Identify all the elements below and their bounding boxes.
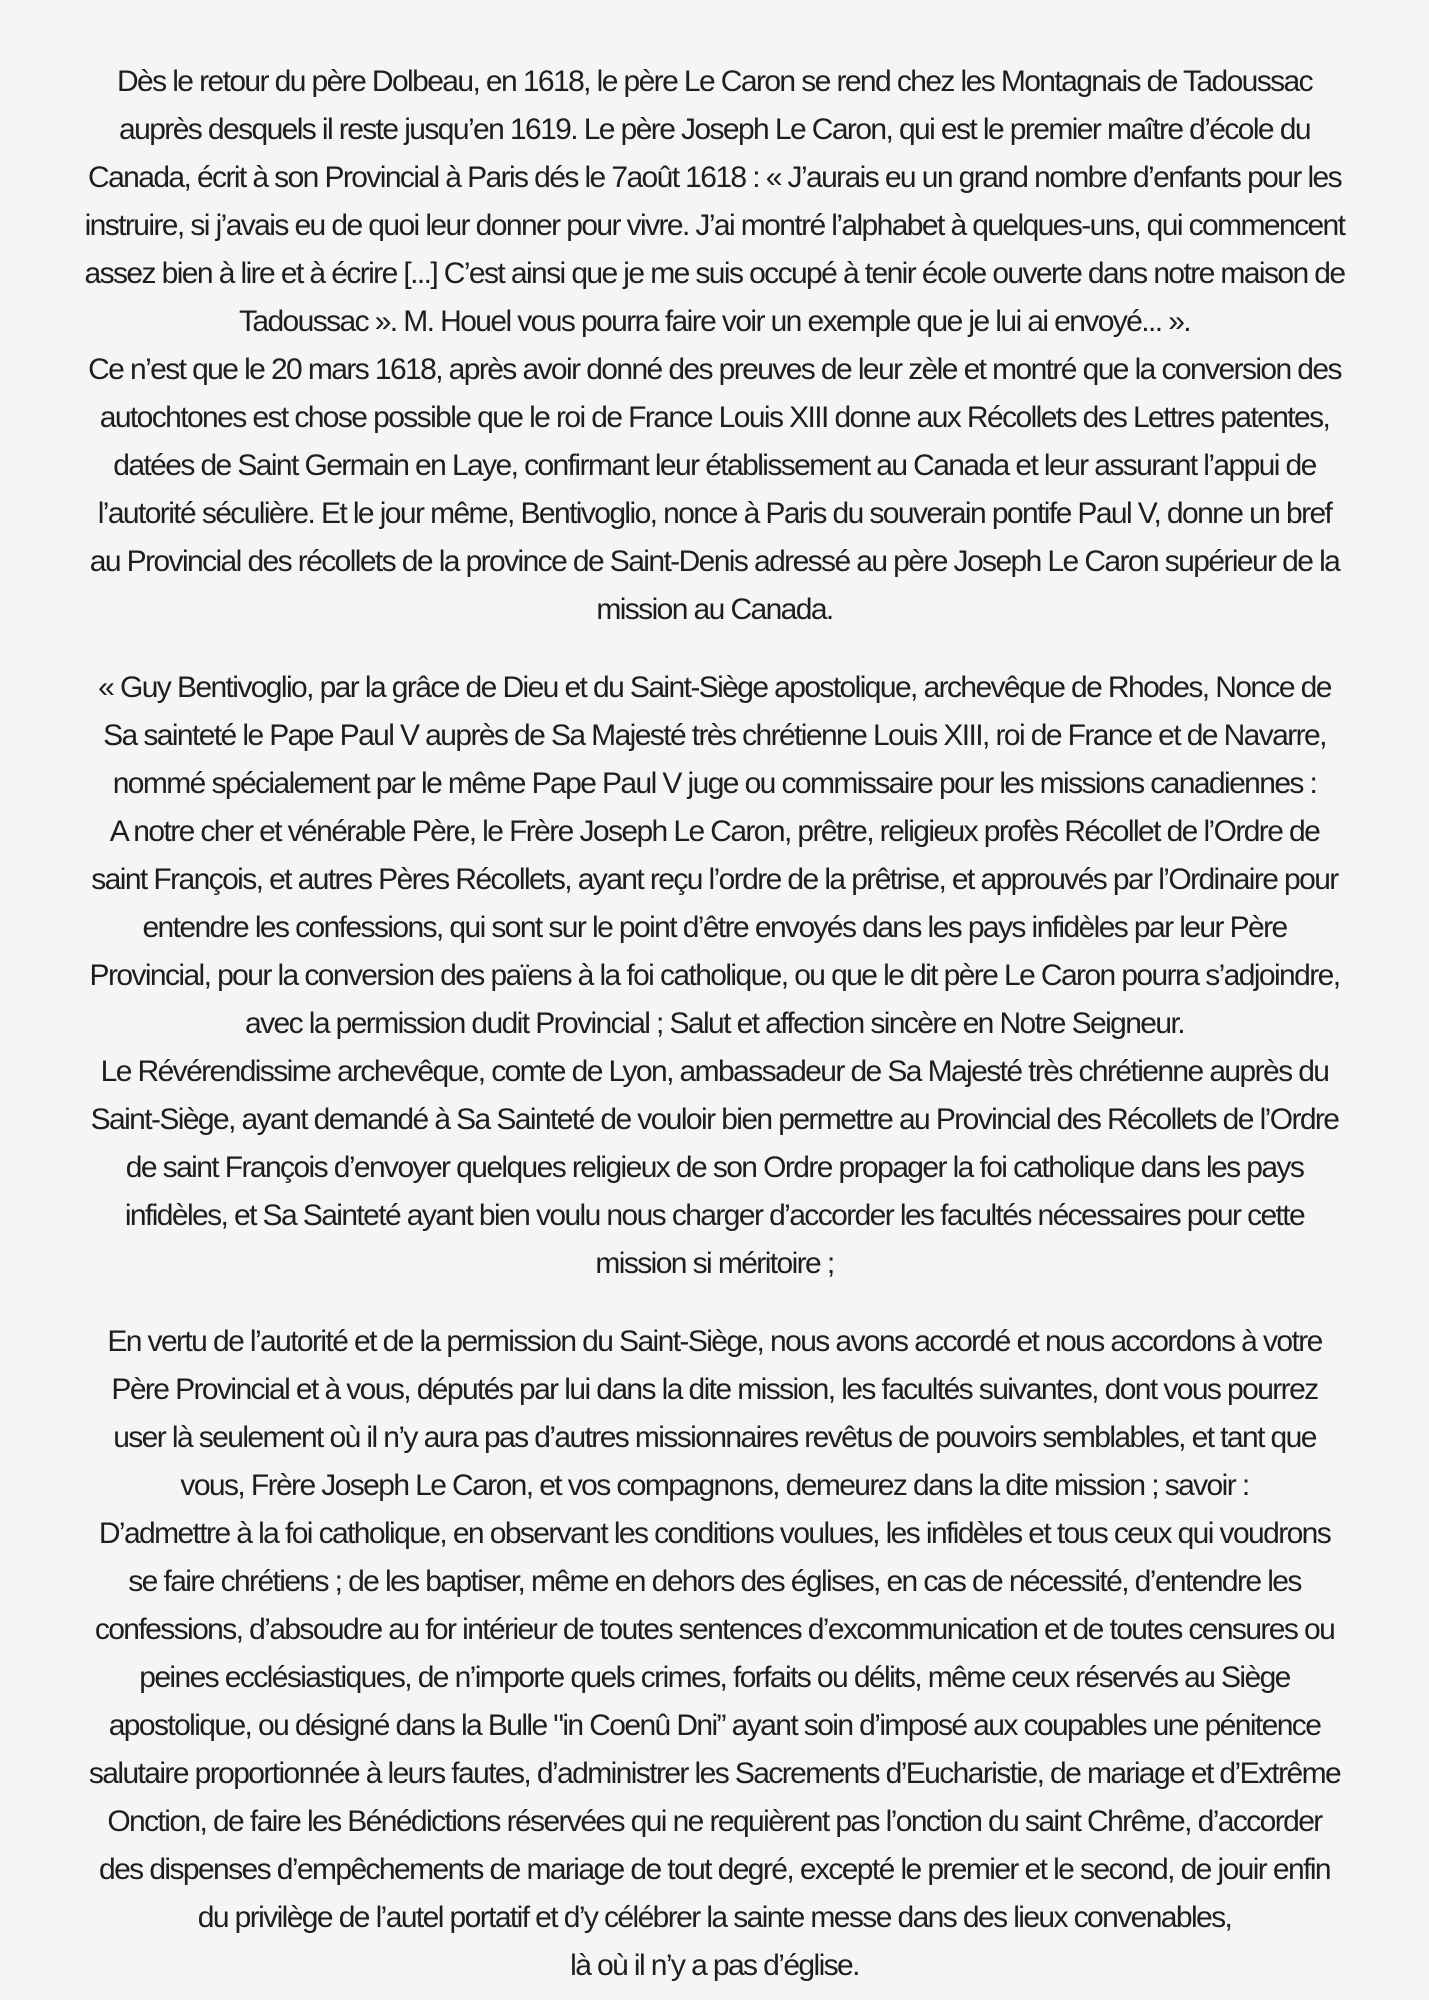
- paragraph: D’admettre à la foi catholique, en observant les conditions voulues, les infidèles et tous ceux qui voudrons se faire chrétiens ; de les baptiser, même en dehors des églises, en cas de nécessité, d’entendre les confessions, d’absoudre au for intérieur de toutes sentences d’excommunication et de toutes censures ou peines ecclésiastiques, de n’importe quels crimes, forfaits ou délits, même ceux réservés au Siège apostolique, ou désigné dans la Bulle "in Coenû Dni” ayant soin d’imposé aux coupables une pénitence salutaire proportionnée à leurs fautes, d’administrer les Sacrements d’Eucharistie, de mariage et d’Extrême Onction, de faire les Bénédictions réservées qui ne requièrent pas l’onction du saint Chrême, d’accorder des dispenses d’empêchements de mariage de tout degré, excepté le premier et le second, de jouir enfin du privilège de l’autel portatif et d’y célébrer la sainte messe dans des lieux convenables, là où il n’y a pas d’église.: [88, 1517, 1341, 1982]
- paragraph: A notre cher et vénérable Père, le Frère Joseph Le Caron, prêtre, religieux profès Récollet de l’Ordre de saint François, et autres Pères Récollets, ayant reçu l’ordre de la prêtrise, et approuvés par l’Ordinaire pour entendre les confessions, qui sont sur le point d’être envoyés dans les pays infidèles par leur Père Provincial, pour la conversion des païens à la foi catholique, ou que le dit père Le Caron pourra s’adjoindre, avec la permission dudit Provincial ; Salut et affection sincère en Notre Seigneur.: [89, 815, 1340, 1040]
- paragraph: Le Révérendissime archevêque, comte de Lyon, ambassadeur de Sa Majesté très chrétienne auprès du Saint-Siège, ayant demandé à Sa Sainteté de vouloir bien permettre au Provincial des Récollets de l’Ordre de saint François d’envoyer quelques religieux de son Ordre propager la foi catholique dans les pays infidèles, et Sa Sainteté ayant bien voulu nous charger d’accorder les facultés nécessaires pour cette mission si méritoire ;: [90, 1055, 1339, 1280]
- paragraph: « Guy Bentivoglio, par la grâce de Dieu et du Saint-Siège apostolique, archevêque de Rhodes, Nonce de Sa sainteté le Pape Paul V auprès de Sa Majesté très chrétienne Louis XIII, roi de France et de Navarre, nommé spécialement par le même Pape Paul V juge ou commissaire pour les missions canadiennes :: [98, 671, 1331, 800]
- paragraph: En vertu de l’autorité et de la permission du Saint-Siège, nous avons accordé et nous accordons à votre Père Provincial et à vous, députés par lui dans la dite mission, les facultés suivantes, dont vous pourrez user là seulement où il n’y aura pas d’autres missionnaires revêtus de pouvoirs semblables, et tant que vous, Frère Joseph Le Caron, et vos compagnons, demeurez dans la dite mission ; savoir :: [107, 1325, 1322, 1502]
- paragraph: Dès le retour du père Dolbeau, en 1618, le père Le Caron se rend chez les Montagnais de Tadoussac auprès desquels il reste jusqu’en 1619. Le père Joseph Le Caron, qui est le premier maître d’école du Canada, écrit à son Provincial à Paris dés le 7août 1618 : « J’aurais eu un grand nombre d’enfants pour les instruire, si j’avais eu de quoi leur donner pour vivre. J’ai montré l’alphabet à quelques-uns, qui commencent assez bien à lire et à écrire [...] C’est ainsi que je me suis occupé à tenir école ouverte dans notre maison de Tadoussac ». M. Houel vous pourra faire voir un exemple que je lui ai envoyé... ».: [84, 65, 1345, 338]
- text-block-faculties: [0, 1318, 1429, 1990]
- text-block-intro: [0, 58, 1429, 634]
- paragraph: Ce n’est que le 20 mars 1618, après avoir donné des preuves de leur zèle et montré que la conversion des autochtones est chose possible que le roi de France Louis XIII donne aux Récollets des Lettres patentes, datées de Saint Germain en Laye, confirmant leur établissement au Canada et leur assurant l’appui de l’autorité séculière. Et le jour même, Bentivoglio, nonce à Paris du souverain pontife Paul V, donne un bref au Provincial des récollets de la province de Saint-Denis adressé au père Joseph Le Caron supérieur de la mission au Canada.: [88, 353, 1341, 626]
- text-block-bref-opening: [0, 664, 1429, 1288]
- document-body: [0, 58, 1429, 1990]
